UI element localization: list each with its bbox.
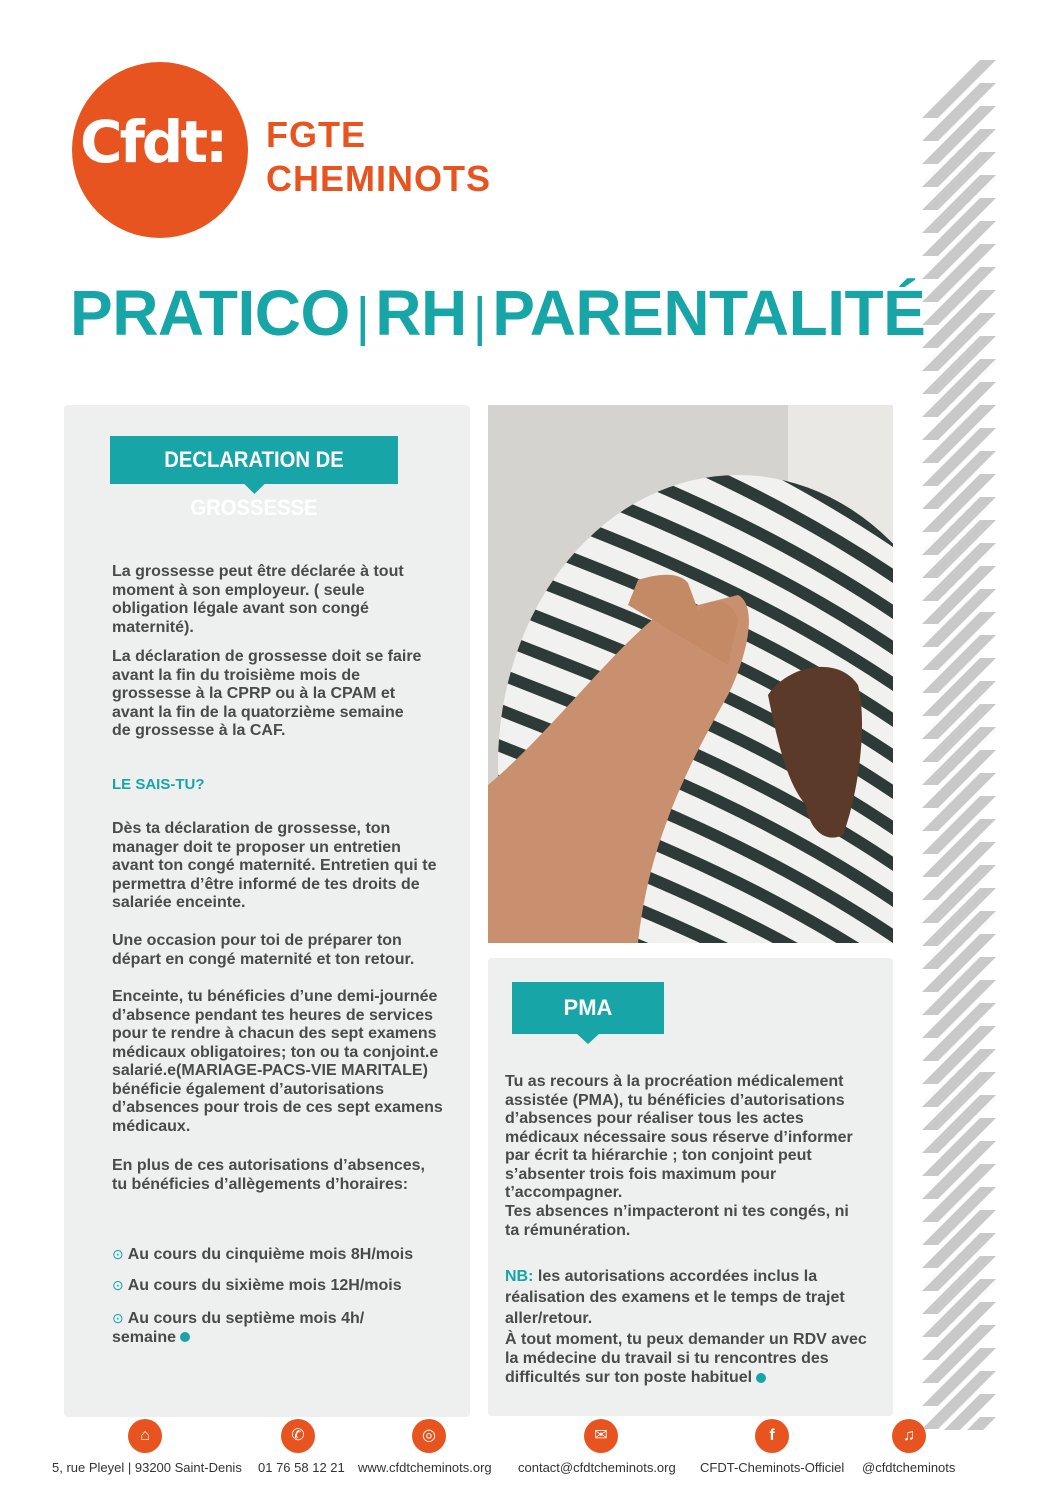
paragraph-absences: Tes absences n’impacteront ni tes congés, ni ta rémunération.: [505, 1203, 849, 1239]
list-item: [112, 1276, 442, 1296]
check-circle-icon: ⊙: [112, 1310, 124, 1326]
paragraph-nb: [505, 1266, 865, 1329]
paragraph-medecine-text: À tout moment, tu peux demander un RDV avec la médecine du travail si tu rencontres des difficultés sur ton poste habituel: [505, 1331, 867, 1386]
logo-cheminots: CHEMINOTS: [266, 158, 491, 199]
paragraph-entretien: Dès ta déclaration de grossesse, ton manager doit te proposer un entretien avant ton congé maternité. Entretien qui te permettra d’être informé de tes droits de salariée enceinte.: [112, 820, 437, 911]
phone-icon[interactable]: ✆: [281, 1419, 315, 1453]
page-title: [70, 276, 925, 350]
logo-cfdt: Cfdt:: [80, 108, 226, 176]
twitter-icon[interactable]: ♫: [892, 1419, 926, 1453]
title-separator: |: [355, 287, 370, 347]
title-separator: |: [472, 287, 487, 347]
nb-text: les autorisations accordées inclus la réalisation des examens et le temps de trajet aller/retour.: [505, 1268, 845, 1327]
paragraph-pma: Tu as recours à la procréation médicalement assistée (PMA), tu bénéficies d’autorisations d’absences pour réaliser tous les actes médicaux nécessaire sous réserve d’informer par écrit ta hiérarchie ; ton conjoint peut s’absenter trois fois maximum pour t’accompagner.: [505, 1073, 853, 1201]
logo-fgte: FGTE: [266, 114, 366, 155]
section-heading-pma: PMA: [512, 982, 664, 1034]
title-part-pratico: PRATICO: [70, 277, 350, 349]
paragraph-deadline: La déclaration de grossesse doit se faire avant la fin du troisième mois de grossesse à la CPRP ou à la CPAM et avant la fin de la quatorzième semaine de grossesse à la CAF.: [112, 648, 422, 739]
paragraph-demi-journee: Enceinte, tu bénéficies d’une demi-journée d’absence pendant tes heures de services pour te rendre à chacun des sept examens médicaux obligatoires; ton ou ta conjoint.e salarié.e(MARIAGE-PACS-VIE MARITALE) bénéficie également d’autorisations d’absences pour trois de ces sept examens médicaux.: [112, 988, 443, 1135]
home-icon[interactable]: ⌂: [128, 1419, 162, 1453]
mail-icon[interactable]: ✉: [584, 1419, 618, 1453]
facebook-icon[interactable]: f: [755, 1419, 789, 1453]
check-circle-icon: ⊙: [112, 1277, 124, 1293]
footer-address: 5, rue Pleyel | 93200 Saint-Denis: [52, 1460, 242, 1475]
list-item-text: Au cours du cinquième mois 8H/mois: [127, 1246, 414, 1263]
footer-facebook[interactable]: CFDT-Cheminots-Officiel: [700, 1460, 845, 1475]
le-sais-tu-label: LE SAIS-TU?: [112, 776, 205, 793]
footer-phone[interactable]: 01 76 58 12 21: [258, 1460, 345, 1475]
footer-website[interactable]: www.cfdtcheminots.org: [358, 1460, 492, 1475]
photo-illustration: [488, 405, 893, 943]
paragraph-declaration: La grossesse peut être déclarée à tout moment à son employeur. ( seule obligation légale avant son congé maternité).: [112, 563, 404, 636]
check-circle-icon: ⊙: [112, 1246, 124, 1262]
globe-icon[interactable]: ◎: [412, 1419, 446, 1453]
pregnancy-photo: [488, 405, 893, 943]
list-item: [112, 1309, 402, 1347]
list-item-text: Au cours du sixième mois 12H/mois: [127, 1277, 402, 1294]
title-part-rh: RH: [375, 277, 467, 349]
paragraph-medecine: [505, 1330, 870, 1387]
title-part-parentalite: PARENTALITÉ: [492, 277, 926, 349]
decorative-stripes: [920, 60, 998, 1430]
paragraph-allegements: En plus de ces autorisations d’absences, tu bénéficies d’allègements d’horaires:: [112, 1157, 425, 1193]
nb-label: NB:: [505, 1268, 534, 1285]
end-dot-icon: [756, 1373, 766, 1383]
footer-email[interactable]: contact@cfdtcheminots.org: [518, 1460, 676, 1475]
list-item-text: Au cours du septième mois 4h/ semaine: [112, 1310, 365, 1346]
end-dot-icon: [180, 1332, 190, 1342]
section-heading-grossesse: DECLARATION DE GROSSESSE: [110, 436, 398, 484]
footer-twitter[interactable]: @cfdtcheminots: [862, 1460, 956, 1475]
list-item: [112, 1245, 442, 1265]
paragraph-occasion: Une occasion pour toi de préparer ton départ en congé maternité et ton retour.: [112, 932, 415, 968]
